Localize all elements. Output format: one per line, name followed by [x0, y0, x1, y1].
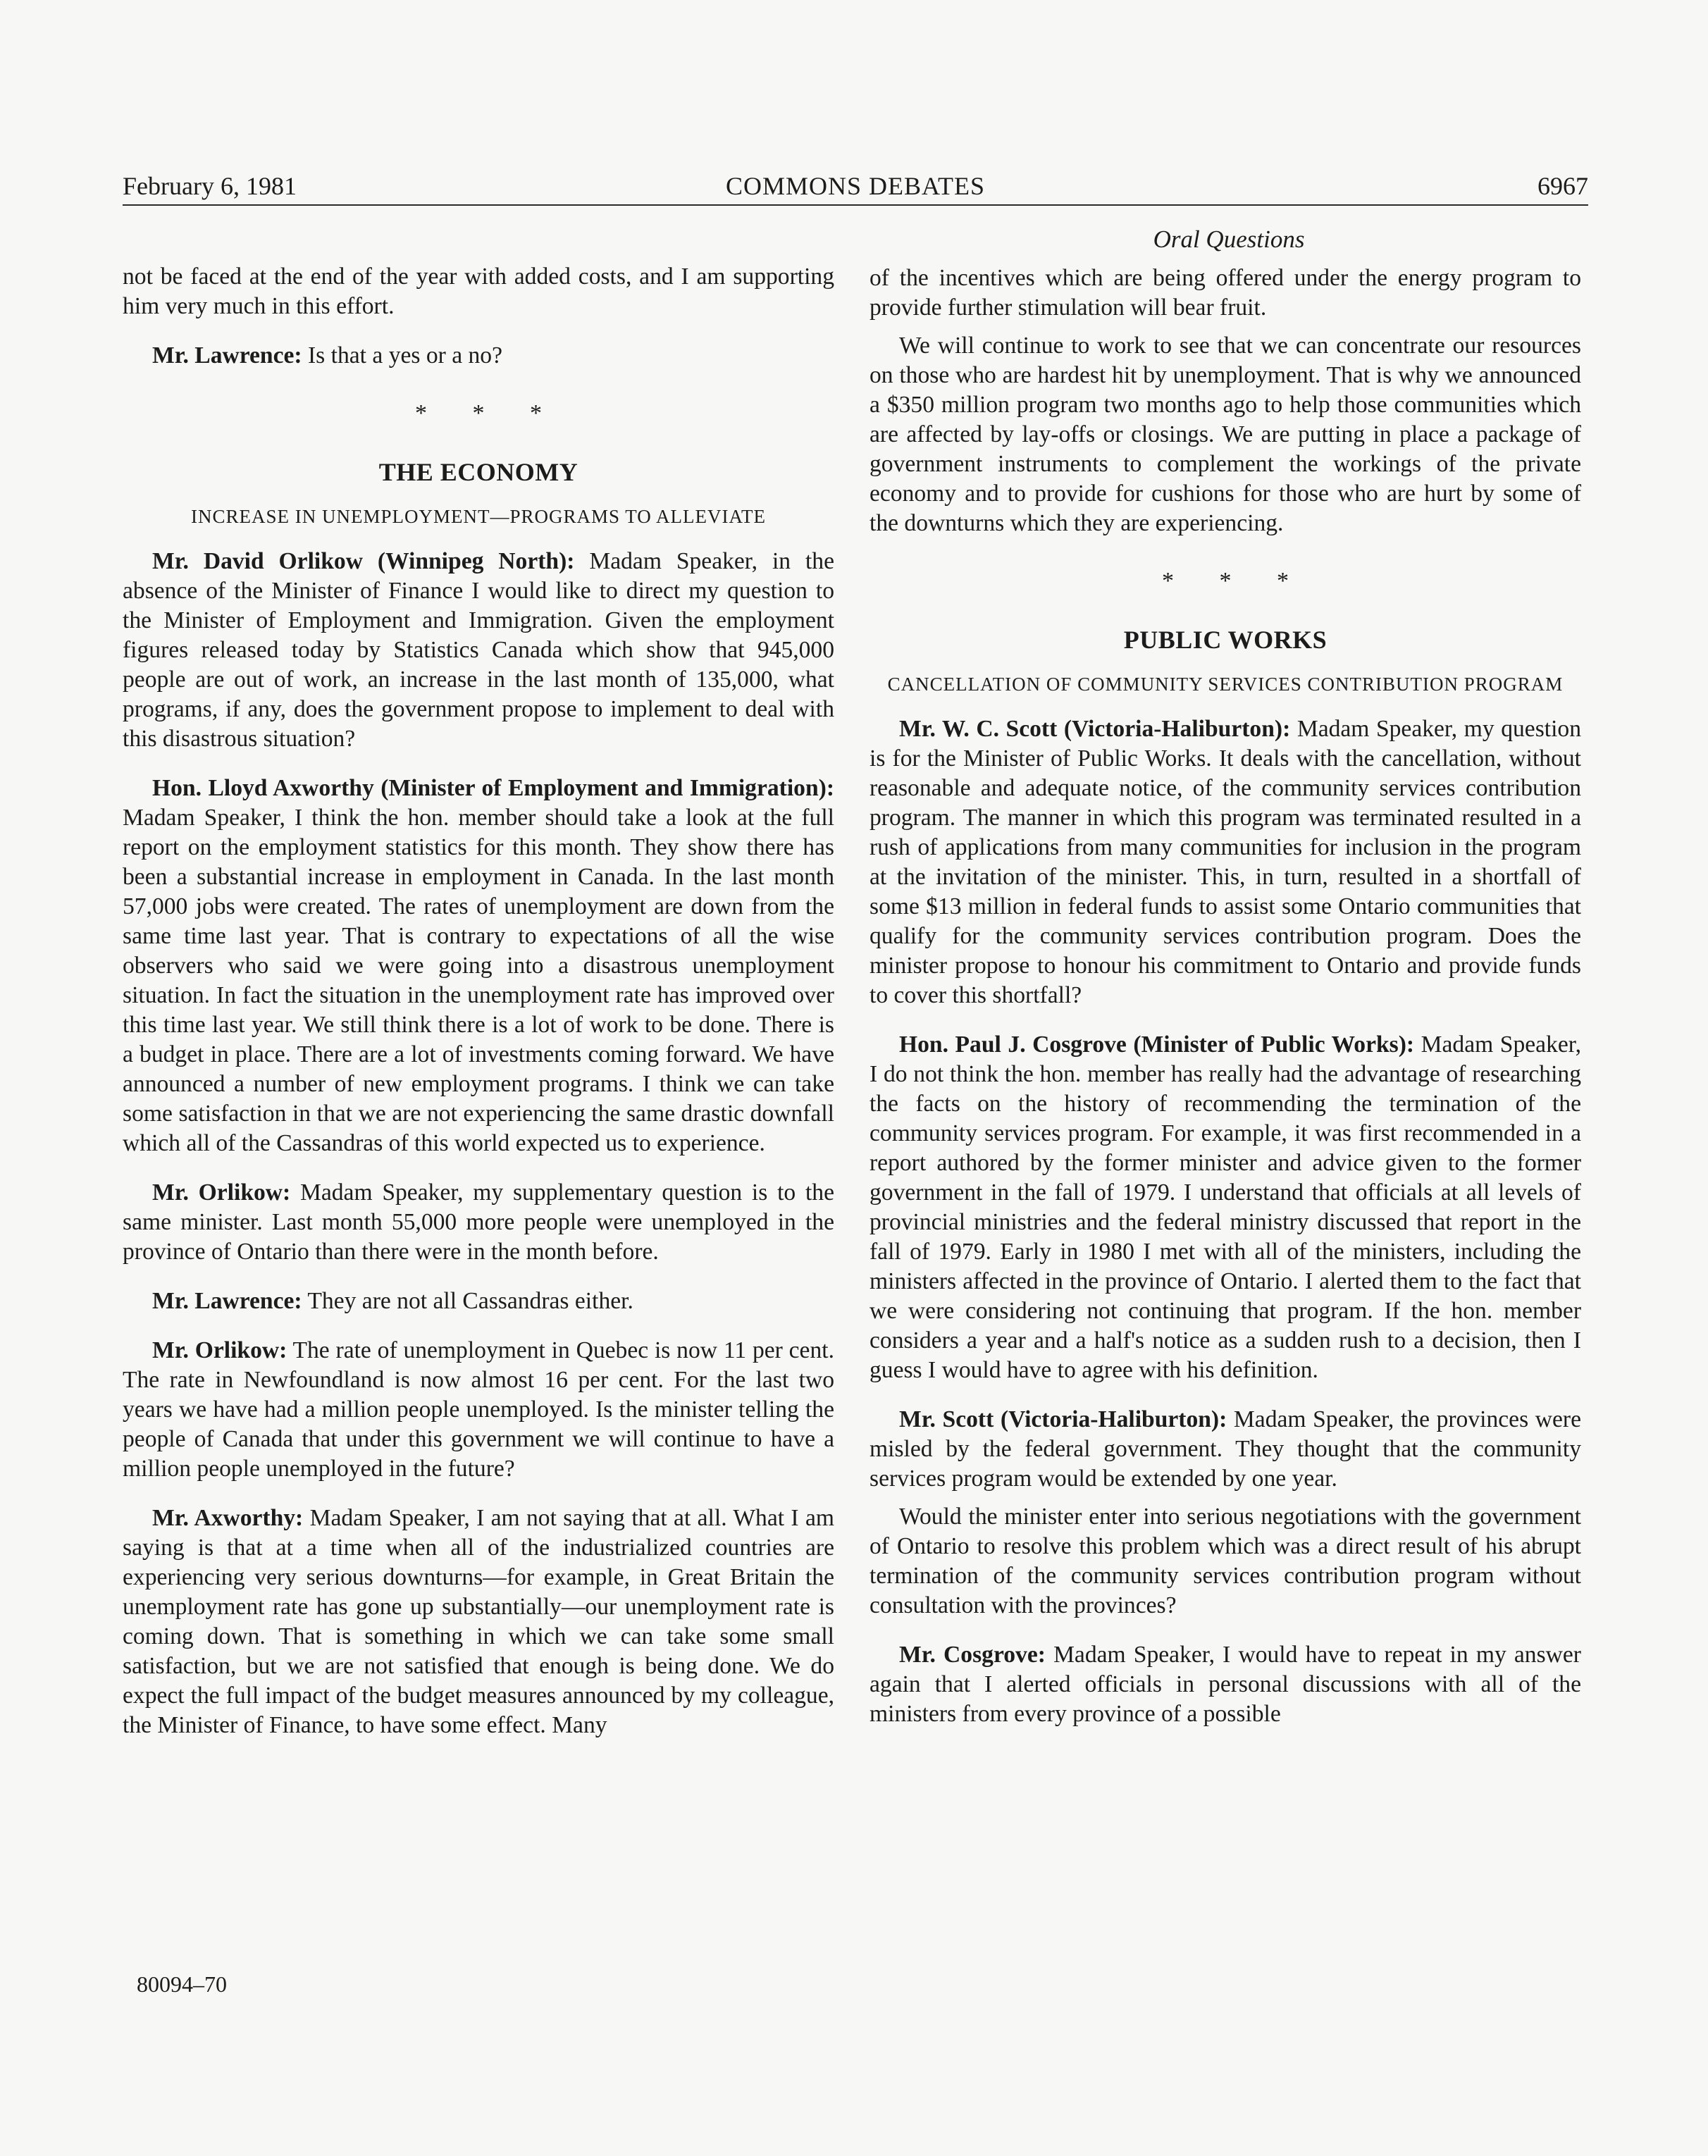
speaker-name: Mr. Cosgrove: [899, 1642, 1046, 1668]
speech-text: Madam Speaker, the provinces were misled by the federal government. They thought that the community services program would be extended by one year. [870, 1406, 1581, 1492]
speech-text: Is that a yes or a no? [302, 342, 502, 368]
speech-text: The rate of unemployment in Quebec is now 11 per cent. The rate in Newfoundland is now almost 16 per cent. For the last two years we have had a million people unemployed. Is the minister telling the people of Canada that under this government we will continue to have a million people unemployed in the future? [123, 1337, 834, 1482]
speaker-name: Mr. Scott (Victoria-Haliburton): [899, 1406, 1227, 1432]
speech-text: Madam Speaker, my question is for the Minister of Public Works. It deals with the cancellation, without reasonable and adequate notice, of the community services contribution program. The manner in which this program was terminated resulted in a rush of applications from many communities for inclusion in the program at the invitation of the minister. This, in turn, resulted in a shortfall of some $13 million in federal funds to assist some Ontario communities that qualify for the community services contribution program. Does the minister propose to honour his commitment to Ontario and provide funds to cover this shortfall? [870, 716, 1581, 1008]
paragraph: We will continue to work to see that we can concentrate our resources on those who are hardest hit by unemployment. That is why we announced a $350 million program two months ago to help those communities which are affected by lay-offs or closings. We are putting in place a package of government instruments to complement the workings of the private economy and to provide for cushions for those who are hurt by some of the downturns which they are experiencing. [870, 333, 1581, 536]
subsection-title: CANCELLATION OF COMMUNITY SERVICES CONTRIBUTION PROGRAM [887, 674, 1564, 695]
page-header [123, 171, 1588, 206]
paragraph [123, 1178, 834, 1267]
paragraph [123, 547, 834, 754]
footer-code: 80094–70 [137, 1971, 227, 1997]
speaker-name: Mr. W. C. Scott (Victoria-Haliburton): [899, 716, 1291, 742]
paragraph [870, 1030, 1581, 1385]
paragraph [123, 1336, 834, 1484]
subsection-title: INCREASE IN UNEMPLOYMENT—PROGRAMS TO ALLEVIATE [190, 506, 767, 527]
running-head: Oral Questions [1153, 225, 1305, 253]
left-column [123, 262, 834, 1760]
speaker-name: Mr. Lawrence: [152, 342, 302, 368]
paragraph [870, 1640, 1581, 1729]
speaker-name: Mr. Axworthy: [152, 1505, 304, 1531]
right-column [870, 264, 1581, 1749]
speech-text: Madam Speaker, my supplementary question is to the same minister. Last month 55,000 more people were unemployed in the province of Ontario than there were in the month before. [123, 1179, 834, 1265]
speech-text: Madam Speaker, I am not saying that at all. What I am saying is that at a time when all of the industrialized countries are experiencing very serious downturns—for example, in Great Britain the unemployment rate has gone up substantially—our unemployment rate is coming down. That is something in which we can take some small satisfaction, but we are not satisfied that enough is being done. We do expect the full impact of the budget measures announced by my colleague, the Minister of Finance, to have some effect. Many [123, 1505, 834, 1738]
paragraph [870, 1405, 1581, 1494]
header-publication: COMMONS DEBATES [725, 172, 986, 200]
speaker-name: Mr. David Orlikow (Winnipeg North): [152, 548, 575, 574]
section-separator: * * * [415, 400, 562, 426]
speech-text: Madam Speaker, I do not think the hon. member has really had the advantage of researching the facts on the history of recommending the termination of the community services program. For example, it was first recommended in a report authored by the former minister and advice given to the former government in the fall of 1979. I understand that officials at all levels of provincial ministries and the federal ministry discussed that report in the fall of 1979. Early in 1980 I met with all of the ministers, including the ministers affected in the province of Ontario. I alerted them to the fact that we were considering not continuing that program. If the hon. member considers a year and a half's notice as a sudden rush to a decision, then I guess I would have to agree with his definition. [870, 1031, 1581, 1383]
speaker-name: Mr. Orlikow: [152, 1179, 291, 1206]
paragraph [123, 774, 834, 1158]
section-title: PUBLIC WORKS [1123, 626, 1328, 654]
speaker-name: Hon. Lloyd Axworthy (Minister of Employment and Immigration): [152, 775, 834, 801]
speaker-name: Mr. Lawrence: [152, 1288, 302, 1314]
speech-text: They are not all Cassandras either. [302, 1288, 633, 1314]
speaker-name: Hon. Paul J. Cosgrove (Minister of Public Works): [899, 1031, 1415, 1058]
speech-text: Madam Speaker, I would have to repeat in my answer again that I alerted officials in personal discussions with all of the ministers from every province of a possible [870, 1642, 1581, 1727]
speech-text: Madam Speaker, in the absence of the Minister of Finance I would like to direct my question to the Minister of Employment and Immigration. Given the employment figures released today by Statistics Canada which show that 945,000 people are out of work, an increase in the last month of 135,000, what programs, if any, does the government propose to implement to deal with this disastrous situation? [123, 548, 834, 752]
section-title: THE ECONOMY [378, 458, 578, 486]
speech-text: Madam Speaker, I think the hon. member should take a look at the full report on the employment statistics for this month. They show there has been a substantial increase in employment in Canada. In the last month 57,000 jobs were created. The rates of unemployment are down from the same time last year. That is contrary to expectations of all the wise observers who said we were going into a disastrous unemployment situation. In fact the situation in the unemployment rate has improved over this time last year. We still think there is a lot of work to be done. There is a budget in place. There are a lot of investments coming forward. We have announced a number of new employment programs. I think we can take some satisfaction in that we are not experiencing the same drastic downfall which all of the Cassandras of this world expected us to experience. [123, 805, 834, 1156]
paragraph [123, 341, 834, 371]
paragraph: Would the minister enter into serious negotiations with the government of Ontario to resolve this problem which was a direct result of his abrupt termination of the community services contribution program without consultation with the provinces? [870, 1504, 1581, 1618]
section-separator: * * * [1162, 568, 1308, 594]
speaker-name: Mr. Orlikow: [152, 1337, 287, 1363]
paragraph [123, 1287, 834, 1316]
paragraph [123, 1504, 834, 1740]
paragraph: of the incentives which are being offered under the energy program to provide further stimulation will bear fruit. [870, 265, 1581, 321]
header-date: February 6, 1981 [123, 172, 297, 200]
header-page-number: 6967 [1537, 172, 1588, 200]
paragraph [870, 714, 1581, 1010]
paragraph: not be faced at the end of the year with added costs, and I am supporting him very much in this effort. [123, 264, 834, 319]
